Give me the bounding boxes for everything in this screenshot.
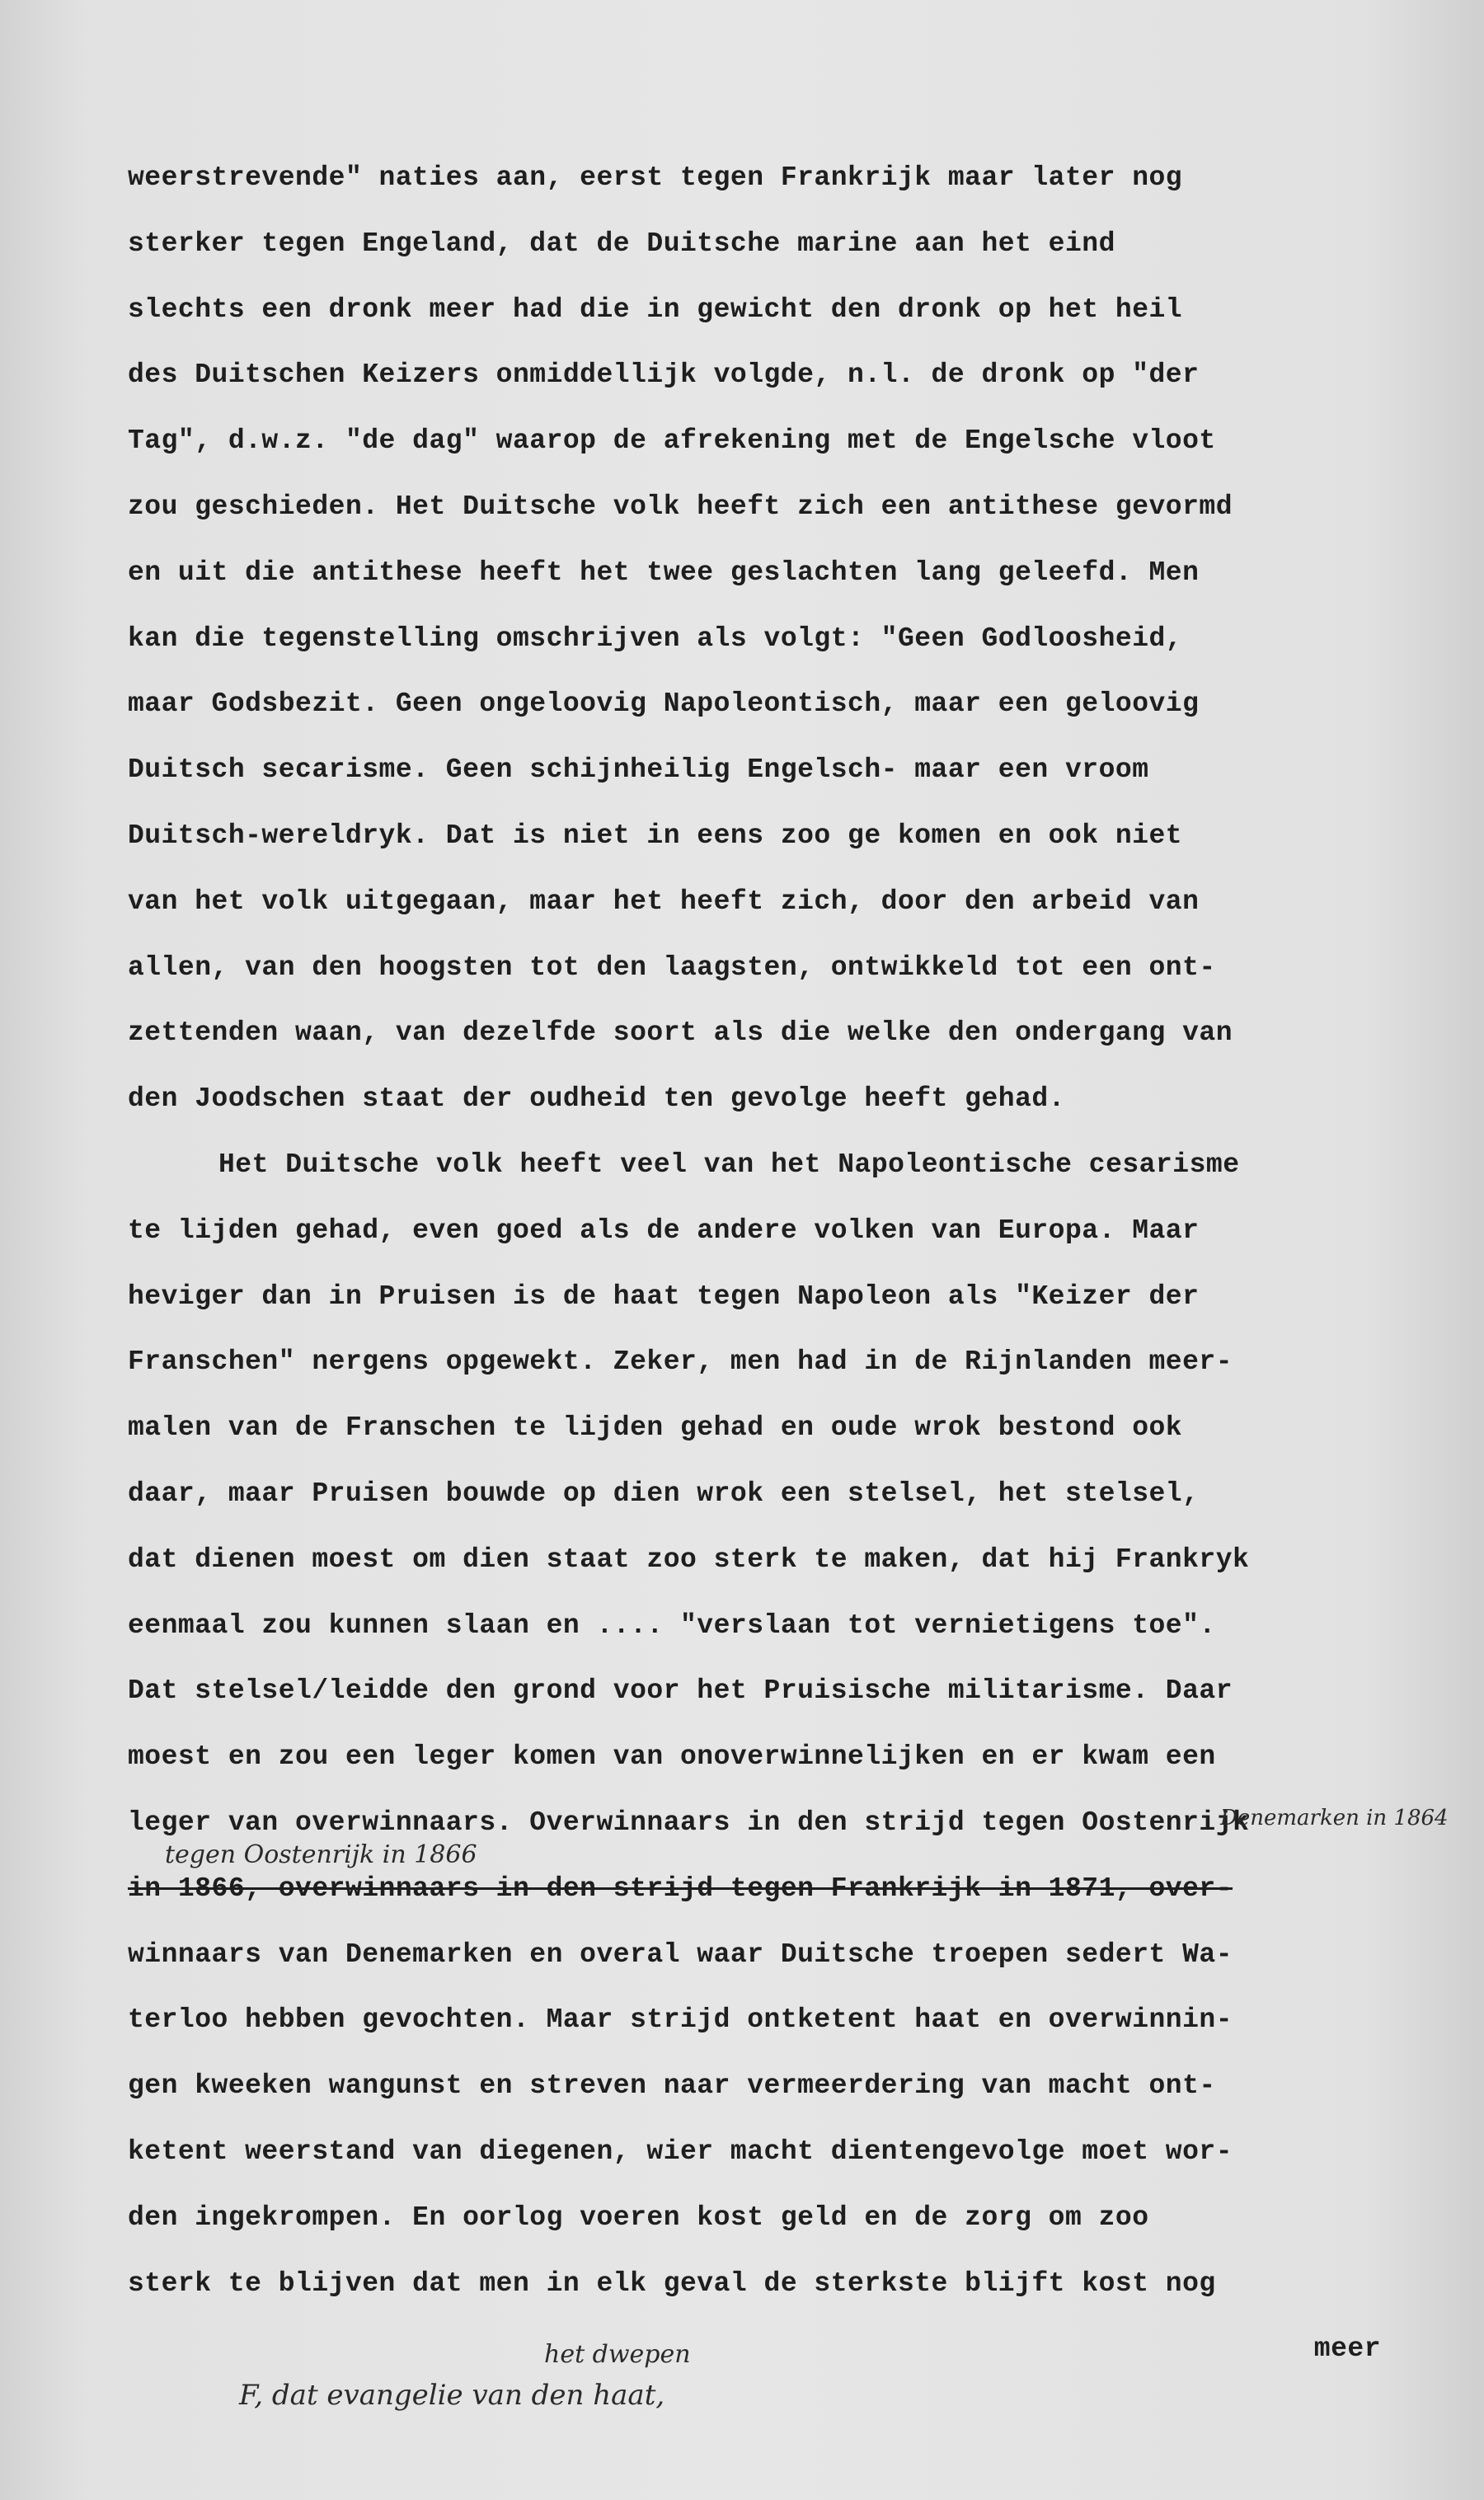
typed-text — [128, 162, 1397, 2399]
text-line: allen, van den hoogsten tot den laagsten, ontwikkeld tot een ont- — [128, 952, 1216, 983]
text-line: leger van overwinnaars. Overwinnaars in den strijd tegen Oostenrijk — [128, 1807, 1250, 1838]
text-line: Het Duitsche volk heeft veel van het Napoleontische cesarisme — [218, 1149, 1240, 1180]
text-line: den Joodschen staat der oudheid ten gevolge heeft gehad. — [128, 1083, 1065, 1115]
text-line: eenmaal zou kunnen slaan en .... "verslaan tot vernietigens toe". — [128, 1609, 1216, 1641]
text-line: Dat stelsel/leidde den grond voor het Pruisische militarisme. Daar — [128, 1675, 1233, 1707]
text-line: kan die tegenstelling omschrijven als volgt: "Geen Godloosheid, — [128, 623, 1183, 654]
handwritten-margin-note: Denemarken in 1864 — [1220, 1806, 1449, 1830]
text-line: malen van de Franschen te lijden gehad en oude wrok bestond ook — [128, 1412, 1183, 1444]
text-line: ketent weerstand van diegenen, wier macht dientengevolge moet wor- — [128, 2136, 1233, 2167]
text-line: moest en zou een leger komen van onoverwinnelijken en er kwam een — [128, 1741, 1216, 1773]
text-line: Franschen" nergens opgewekt. Zeker, men had in de Rijnlanden meer- — [128, 1346, 1233, 1378]
text-line: te lijden gehad, even goed als de andere volken van Europa. Maar — [128, 1215, 1200, 1246]
text-line: Tag", d.w.z. "de dag" waarop de afrekening met de Engelsche vloot — [128, 425, 1216, 457]
text-line: van het volk uitgegaan, maar het heeft zich, door den arbeid van — [128, 886, 1200, 917]
handwritten-footnote: F, dat evangelie van den haat, — [239, 2379, 665, 2412]
text-line: den ingekrompen. En oorlog voeren kost geld en de zorg om zoo — [128, 2202, 1149, 2233]
text-line: gen kweeken wangunst en streven naar vermeerdering van macht ont- — [128, 2070, 1216, 2102]
text-line: maar Godsbezit. Geen ongeloovig Napoleontisch, maar een geloovig — [128, 688, 1200, 720]
text-line: sterk te blijven dat men in elk geval de sterkste blijft kost nog — [128, 2267, 1216, 2299]
text-line-last: meer — [1313, 2333, 1381, 2365]
text-line: dat dienen moest om dien staat zoo sterk te maken, dat hij Frankryk — [128, 1544, 1250, 1575]
text-line: des Duitschen Keizers onmiddellijk volgde, n.l. de dronk op "der — [128, 359, 1200, 391]
text-line: winnaars van Denemarken en overal waar Duitsche troepen sedert Wa- — [128, 1938, 1233, 1970]
text-line: sterker tegen Engeland, dat de Duitsche marine aan het eind — [128, 228, 1115, 259]
text-line-struck: in 1866, overwinnaars in den strijd tegen Frankrijk in 1871, over- — [128, 1873, 1233, 1904]
text-line: weerstrevende" naties aan, eerst tegen Frankrijk maar later nog — [128, 162, 1183, 193]
text-line: Duitsch-wereldryk. Dat is niet in eens zoo ge komen en ook niet — [128, 820, 1183, 851]
handwritten-overwrite: tegen Oostenrijk in 1866 — [165, 1840, 477, 1869]
text-line: Duitsch secarisme. Geen schijnheilig Engelsch- maar een vroom — [128, 754, 1149, 786]
text-line: terloo hebben gevochten. Maar strijd ontketent haat en overwinnin- — [128, 2004, 1233, 2036]
text-line: heviger dan in Pruisen is de haat tegen Napoleon als "Keizer der — [128, 1281, 1200, 1312]
text-line: zettenden waan, van dezelfde soort als die welke den ondergang van — [128, 1017, 1233, 1049]
text-line: daar, maar Pruisen bouwde op dien wrok een stelsel, het stelsel, — [128, 1478, 1200, 1509]
text-line: zou geschieden. Het Duitsche volk heeft zich een antithese gevormd — [128, 491, 1233, 522]
text-line: slechts een dronk meer had die in gewicht den dronk op het heil — [128, 294, 1183, 325]
handwritten-footnote-insert: het dwepen — [544, 2340, 691, 2369]
text-line: en uit die antithese heeft het twee geslachten lang geleefd. Men — [128, 557, 1200, 588]
